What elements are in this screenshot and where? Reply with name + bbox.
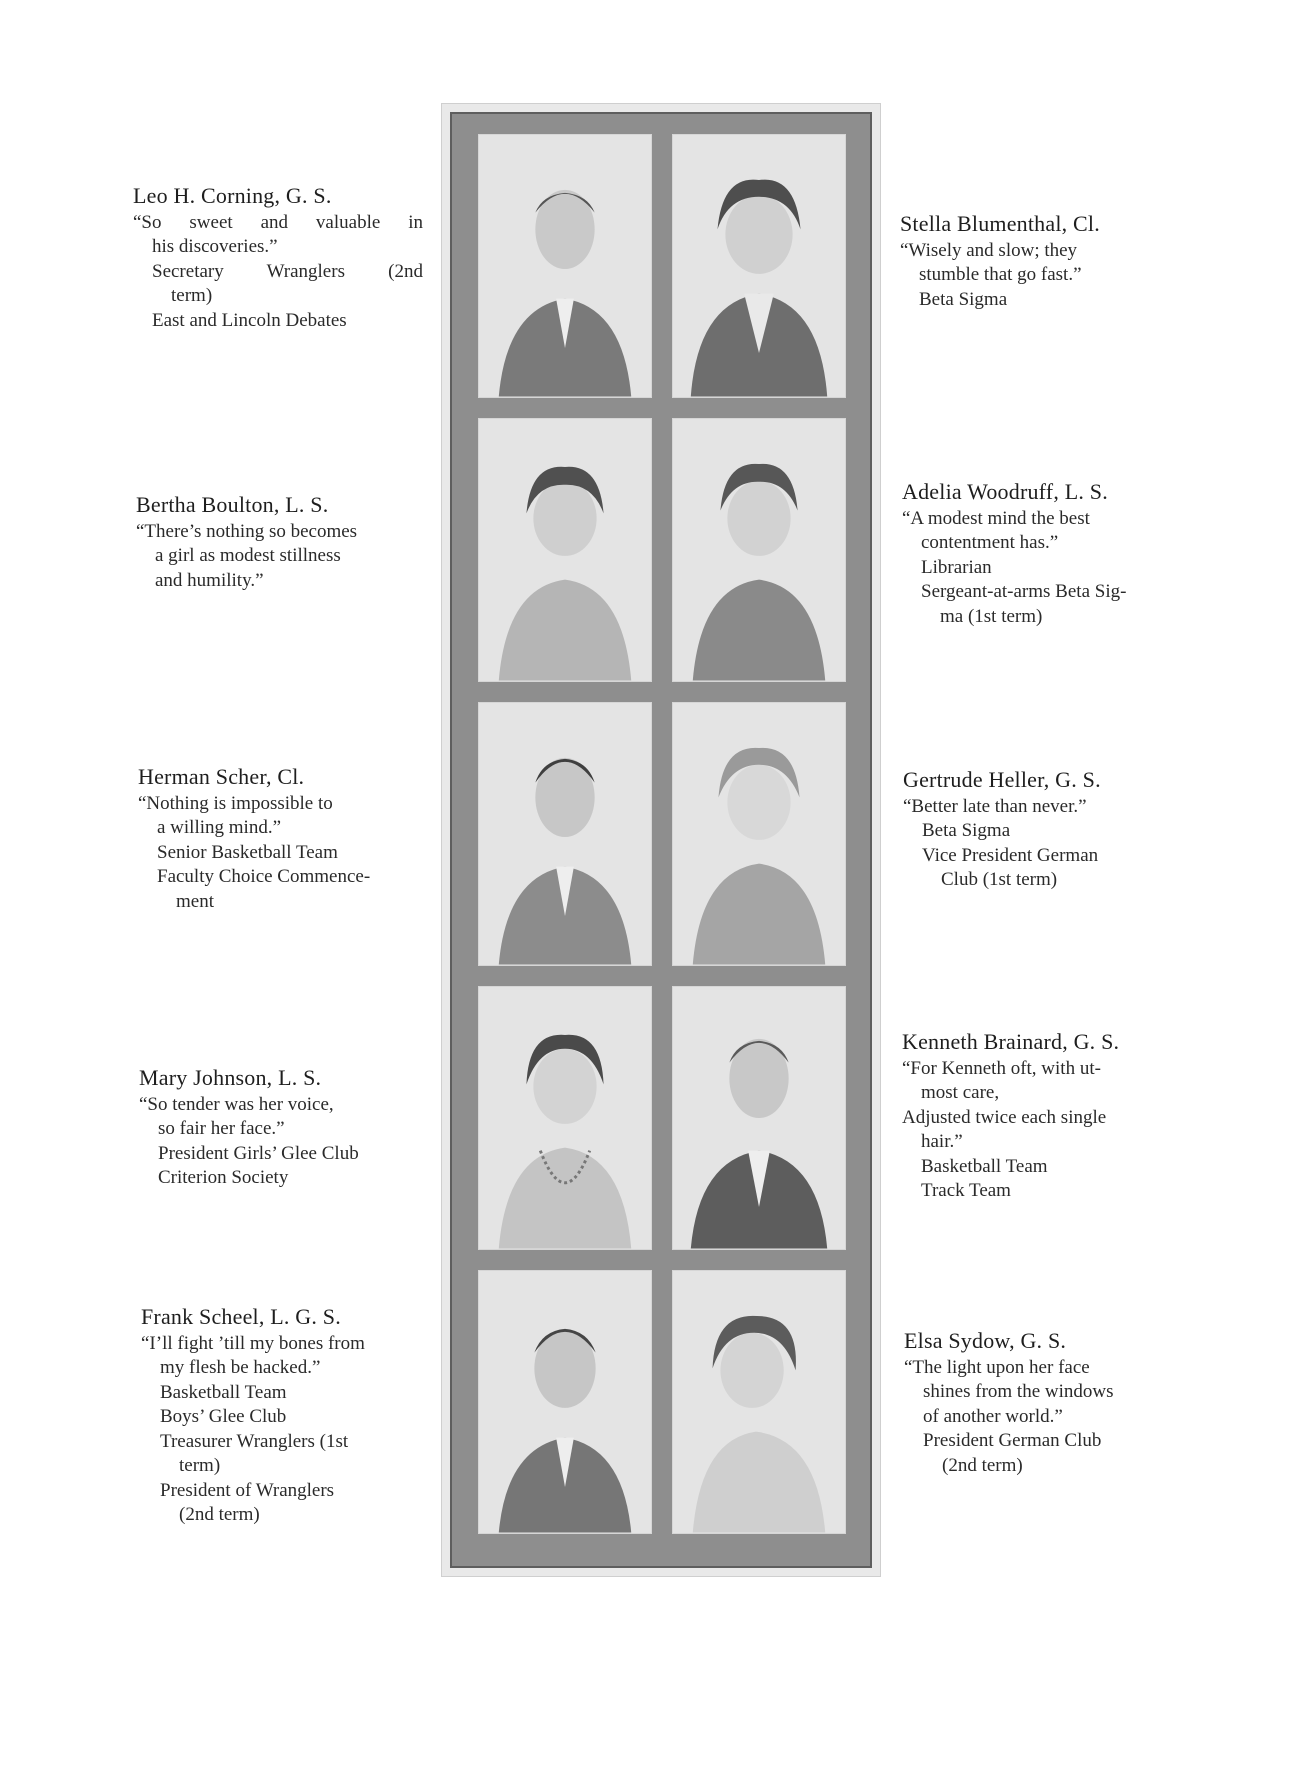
- student-name: Gertrude Heller, G. S.: [903, 767, 1101, 792]
- portrait-photo-gertrude-heller: [672, 702, 846, 966]
- photo-strip-frame: [450, 112, 872, 1568]
- activity-line: Boys’ Glee Club: [160, 1406, 287, 1427]
- activity-line: Faculty Choice Commence-: [157, 866, 371, 887]
- entry-bertha-boulton: [136, 493, 426, 593]
- entry-elsa-sydow: [904, 1329, 1184, 1478]
- portrait-photo-mary-johnson: [478, 986, 652, 1250]
- activity-line: Vice President German: [922, 844, 1099, 866]
- student-name: Mary Johnson, L. S.: [139, 1065, 322, 1090]
- quote-line: “A modest mind the best: [902, 507, 1090, 529]
- portrait-male-icon: [479, 135, 651, 397]
- activity-line: ma (1st term): [940, 605, 1043, 627]
- activity-line: ment: [176, 890, 214, 912]
- entry-frank-scheel: [141, 1305, 431, 1528]
- activity-line: Beta Sigma: [919, 288, 1008, 310]
- portrait-female-icon: [479, 419, 651, 681]
- activity-line: Club (1st term): [941, 869, 1058, 890]
- quote-line: Adjusted twice each single: [902, 1106, 1107, 1128]
- quote-line: “So tender was her voice,: [139, 1093, 334, 1115]
- quote-line: hair.”: [921, 1131, 963, 1152]
- activity-line: Beta Sigma: [922, 820, 1011, 841]
- portrait-photo-leo-corning: [478, 134, 652, 398]
- quote-line: “Nothing is impossible to: [138, 792, 333, 814]
- activity-line: term): [179, 1455, 221, 1476]
- quote-line: a girl as modest stillness: [155, 545, 341, 566]
- portrait-female-icon: [673, 135, 845, 397]
- activity-line: President of Wranglers: [160, 1479, 335, 1501]
- quote-line: “Wisely and slow; they: [900, 239, 1078, 261]
- portrait-photo-elsa-sydow: [672, 1270, 846, 1534]
- quote-line: “I’ll fight ’till my bones from: [141, 1332, 365, 1354]
- activity-line: Librarian: [921, 556, 992, 578]
- student-name: Frank Scheel, L. G. S.: [141, 1304, 341, 1329]
- entry-herman-scher: [138, 765, 428, 914]
- portrait-photo-kenneth-brainard: [672, 986, 846, 1250]
- activity-line: President Girls’ Glee Club: [158, 1142, 359, 1164]
- photo-strip: [441, 103, 881, 1577]
- student-name: Kenneth Brainard, G. S.: [902, 1029, 1120, 1054]
- quote-line: his discoveries.”: [152, 236, 278, 257]
- quote-line: stumble that go fast.”: [919, 264, 1082, 285]
- quote-line: contentment has.”: [921, 532, 1059, 553]
- quote-line: shines from the windows: [923, 1381, 1114, 1402]
- activity-line: Sergeant-at-arms Beta Sig-: [921, 581, 1127, 602]
- quote-line: “So sweet and valuable in: [133, 211, 423, 233]
- student-name: Adelia Woodruff, L. S.: [902, 479, 1108, 504]
- portrait-male-icon: [479, 703, 651, 965]
- portrait-photo-adelia-woodruff: [672, 418, 846, 682]
- entry-leo-corning: [133, 184, 423, 333]
- portrait-photo-herman-scher: [478, 702, 652, 966]
- quote-line: “For Kenneth oft, with ut-: [902, 1057, 1101, 1079]
- quote-line: and humility.”: [155, 569, 264, 591]
- portrait-male-icon: [479, 1271, 651, 1533]
- student-name: Stella Blumenthal, Cl.: [900, 211, 1100, 236]
- activity-line: (2nd term): [942, 1454, 1023, 1476]
- activity-line: Track Team: [921, 1180, 1011, 1201]
- activity-line: term): [171, 285, 213, 306]
- student-name: Herman Scher, Cl.: [138, 764, 305, 789]
- quote-line: most care,: [921, 1082, 1000, 1103]
- portrait-photo-bertha-boulton: [478, 418, 652, 682]
- portrait-female-icon: [673, 703, 845, 965]
- activity-line: East and Lincoln Debates: [152, 309, 347, 331]
- entry-mary-johnson: [139, 1066, 429, 1191]
- portrait-female-icon: [479, 987, 651, 1249]
- activity-line: Senior Basketball Team: [157, 841, 338, 863]
- student-name: Bertha Boulton, L. S.: [136, 492, 329, 517]
- quote-line: “The light upon her face: [904, 1356, 1090, 1378]
- activity-line: Basketball Team: [921, 1155, 1048, 1177]
- activity-line: Treasurer Wranglers (1st: [160, 1430, 349, 1452]
- quote-line: so fair her face.”: [158, 1118, 285, 1139]
- portrait-male-icon: [673, 987, 845, 1249]
- quote-line: a willing mind.”: [157, 817, 282, 838]
- activity-line: (2nd term): [179, 1504, 260, 1525]
- activity-line: Criterion Society: [158, 1167, 289, 1188]
- entry-gertrude-heller: [903, 768, 1183, 893]
- student-name: Leo H. Corning, G. S.: [133, 183, 332, 208]
- quote-line: “Better late than never.”: [903, 795, 1087, 817]
- activity-line: Basketball Team: [160, 1381, 287, 1403]
- activity-line: President German Club: [923, 1430, 1102, 1451]
- student-name: Elsa Sydow, G. S.: [904, 1328, 1067, 1353]
- quote-line: “There’s nothing so becomes: [136, 520, 358, 542]
- entry-kenneth-brainard: [902, 1030, 1182, 1204]
- entry-adelia-woodruff: [902, 480, 1182, 629]
- portrait-photo-frank-scheel: [478, 1270, 652, 1534]
- portrait-female-icon: [673, 419, 845, 681]
- portrait-photo-stella-blumenthal: [672, 134, 846, 398]
- portrait-female-icon: [673, 1271, 845, 1533]
- quote-line: my flesh be hacked.”: [160, 1357, 321, 1378]
- entry-stella-blumenthal: [900, 212, 1180, 312]
- activity-line: Secretary Wranglers (2nd: [152, 260, 423, 282]
- quote-line: of another world.”: [923, 1405, 1063, 1427]
